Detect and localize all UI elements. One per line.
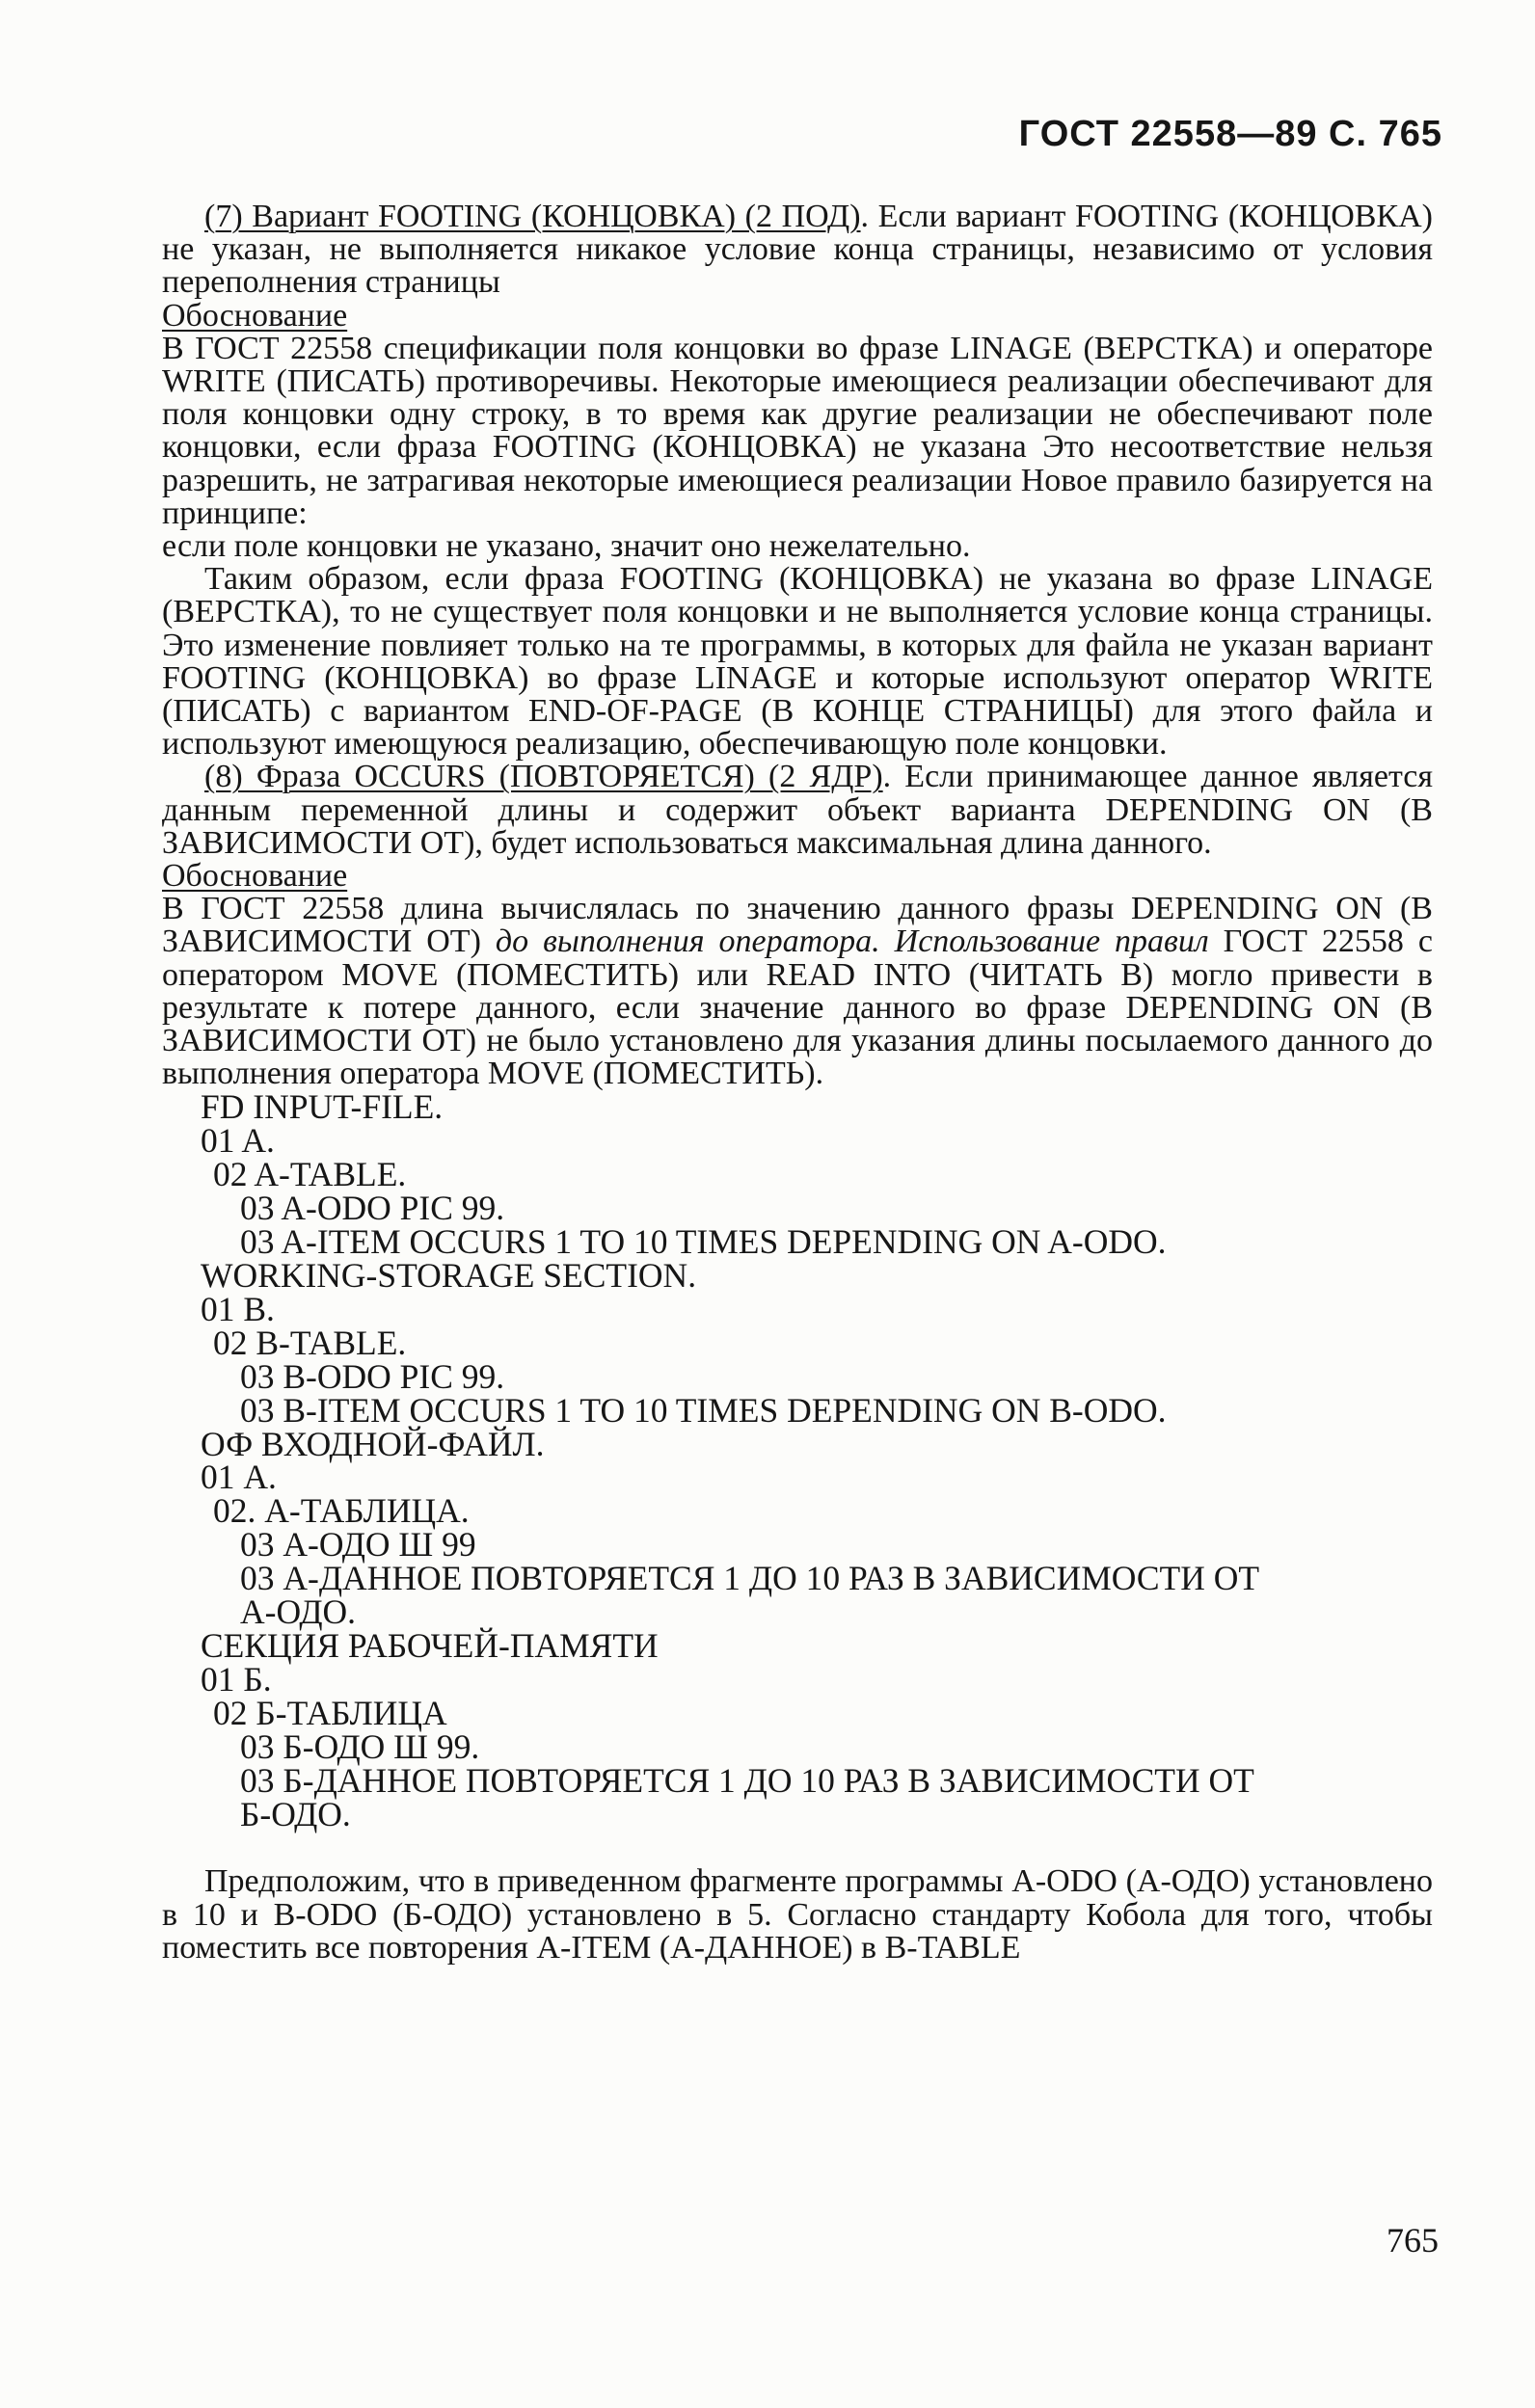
rationale-label-2: Обоснование [162, 858, 348, 895]
paragraph-rationale-footing: В ГОСТ 22558 спецификации поля концовки во фразе LINAGE (ВЕРСТКА) и операторе WRITE (ПИСАТЬ) противоречивы. Некоторые имеющиеся реализации обеспечивают для поля концовки одну строку, в то время как другие реализации не обеспечивают поле концовки, если фраза FOOTING (КОНЦОВКА) не указана Это несоответствие нельзя разрешить, не затрагивая некоторые имеющиеся реализации Новое правило базируется на принципе: [162, 330, 1433, 531]
code-line: 02 Б-ТАБЛИЦА [213, 1693, 447, 1732]
rationale-occurs-italic: до выполнения оператора. Использование правил [495, 923, 1209, 960]
page-number: 765 [1387, 2221, 1439, 2260]
paragraph-footing-variant [162, 201, 1433, 300]
rationale-occurs-text-start: В ГОСТ 22558 длина вычислялась по значению данного фразы DEPENDING ON (В ЗАВИСИМОСТИ ОТ) [162, 891, 1433, 960]
code-line: 02 A-TABLE. [213, 1155, 407, 1194]
code-line: СЕКЦИЯ РАБОЧЕЙ-ПАМЯТИ [201, 1625, 659, 1665]
paragraph-supposition: Предположим, что в приведенном фрагменте программы A-ODO (А-ОДО) установлено в 10 и B-ODO (Б-ОДО) установлено в 5. Согласно стандарту Кобола для того, чтобы поместить все повторения A-ITEM (А-ДАННОЕ) в B-TABLE [162, 1863, 1433, 1966]
code-line: Б-ОДО. [240, 1794, 351, 1833]
paragraph-occurs-text: . Если принимающее данное является данным переменной длины и содержит объект варианта DEPENDING ON (В ЗАВИСИМОСТИ ОТ), будет использоваться максимальная длина данного. [162, 759, 1433, 861]
code-line: А-ОДО. [240, 1592, 357, 1632]
code-line: 03 Б-ДАННОЕ ПОВТОРЯЕТСЯ 1 ДО 10 РАЗ В ЗАВИСИМОСТИ ОТ [240, 1760, 1254, 1800]
document-body [162, 201, 1433, 1965]
rationale-label-1: Обоснование [162, 297, 348, 334]
section-heading-footing: (7) Вариант FOOTING (КОНЦОВКА) (2 ПОД) [204, 199, 861, 234]
code-line: 03 А-ОДО Ш 99 [240, 1525, 476, 1565]
paragraph-principle: если поле концовки не указано, значит оно нежелательно. [162, 528, 971, 565]
paragraph-rationale-occurs [162, 893, 1433, 1090]
code-line: 03 B-ITEM OCCURS 1 TO 10 TIMES DEPENDING ON B-ODO. [240, 1390, 1167, 1430]
code-line: 01 Б. [201, 1659, 272, 1699]
page-header: ГОСТ 22558—89 С. 765 [1018, 114, 1442, 154]
code-line: 02. А-ТАБЛИЦА. [213, 1491, 470, 1531]
rationale-occurs-text-end: ГОСТ 22558 с оператором MOVE (ПОМЕСТИТЬ) или READ INTO (ЧИТАТЬ В) могло привести в результате к потере данного, если значение данного во фразе DEPENDING ON (В ЗАВИСИМОСТИ ОТ) не было установлено для указания длины посылаемого данного до выполнения оператора MOVE (ПОМЕСТИТЬ). [162, 923, 1433, 1092]
code-line: 03 A-ITEM OCCURS 1 TO 10 TIMES DEPENDING ON A-ODO. [240, 1222, 1167, 1262]
section-heading-occurs: (8) Фраза OCCURS (ПОВТОРЯЕТСЯ) (2 ЯДР) [204, 759, 883, 795]
code-line: ОФ ВХОДНОЙ-ФАЙЛ. [201, 1424, 545, 1463]
code-line: 03 B-ODO PIC 99. [240, 1356, 505, 1396]
code-line: 01 А. [201, 1458, 277, 1497]
paragraph-conclusion-footing: Таким образом, если фраза FOOTING (КОНЦОВКА) не указана во фразе LINAGE (ВЕРСТКА), то не существует поля концовки и не выполняется условие конца страницы. Это изменение повлияет только на те программы, в которых для файла не указан вариант FOOTING (КОНЦОВКА) во фразе LINAGE и которые используют оператор WRITE (ПИСАТЬ) с вариантом END-OF-PAGE (В КОНЦЕ СТРАНИЦЫ) для этого файла и используют имеющуюся реализацию, обеспечивающую поле концовки. [162, 561, 1433, 763]
code-line: WORKING-STORAGE SECTION. [201, 1256, 697, 1296]
code-line: 01 B. [201, 1289, 275, 1328]
code-line: FD INPUT-FILE. [201, 1087, 444, 1127]
rationale-heading-1 [162, 297, 1433, 334]
paragraph-footing-text: . Если вариант FOOTING (КОНЦОВКА) не указан, не выполняется никакое условие конца страницы, независимо от условия переполнения страницы [162, 199, 1433, 301]
code-line: 01 A. [201, 1121, 275, 1161]
code-line: 03 A-ODO PIC 99. [240, 1189, 505, 1228]
code-line: 03 Б-ОДО Ш 99. [240, 1726, 480, 1766]
code-example [201, 1087, 1433, 1833]
spacer [162, 1831, 1433, 1865]
paragraph-occurs-phrase [162, 761, 1433, 860]
code-line: 03 А-ДАННОЕ ПОВТОРЯЕТСЯ 1 ДО 10 РАЗ В ЗАВИСИМОСТИ ОТ [240, 1559, 1260, 1598]
rationale-heading-2 [162, 860, 1433, 893]
code-line: 02 B-TABLE. [213, 1323, 407, 1362]
